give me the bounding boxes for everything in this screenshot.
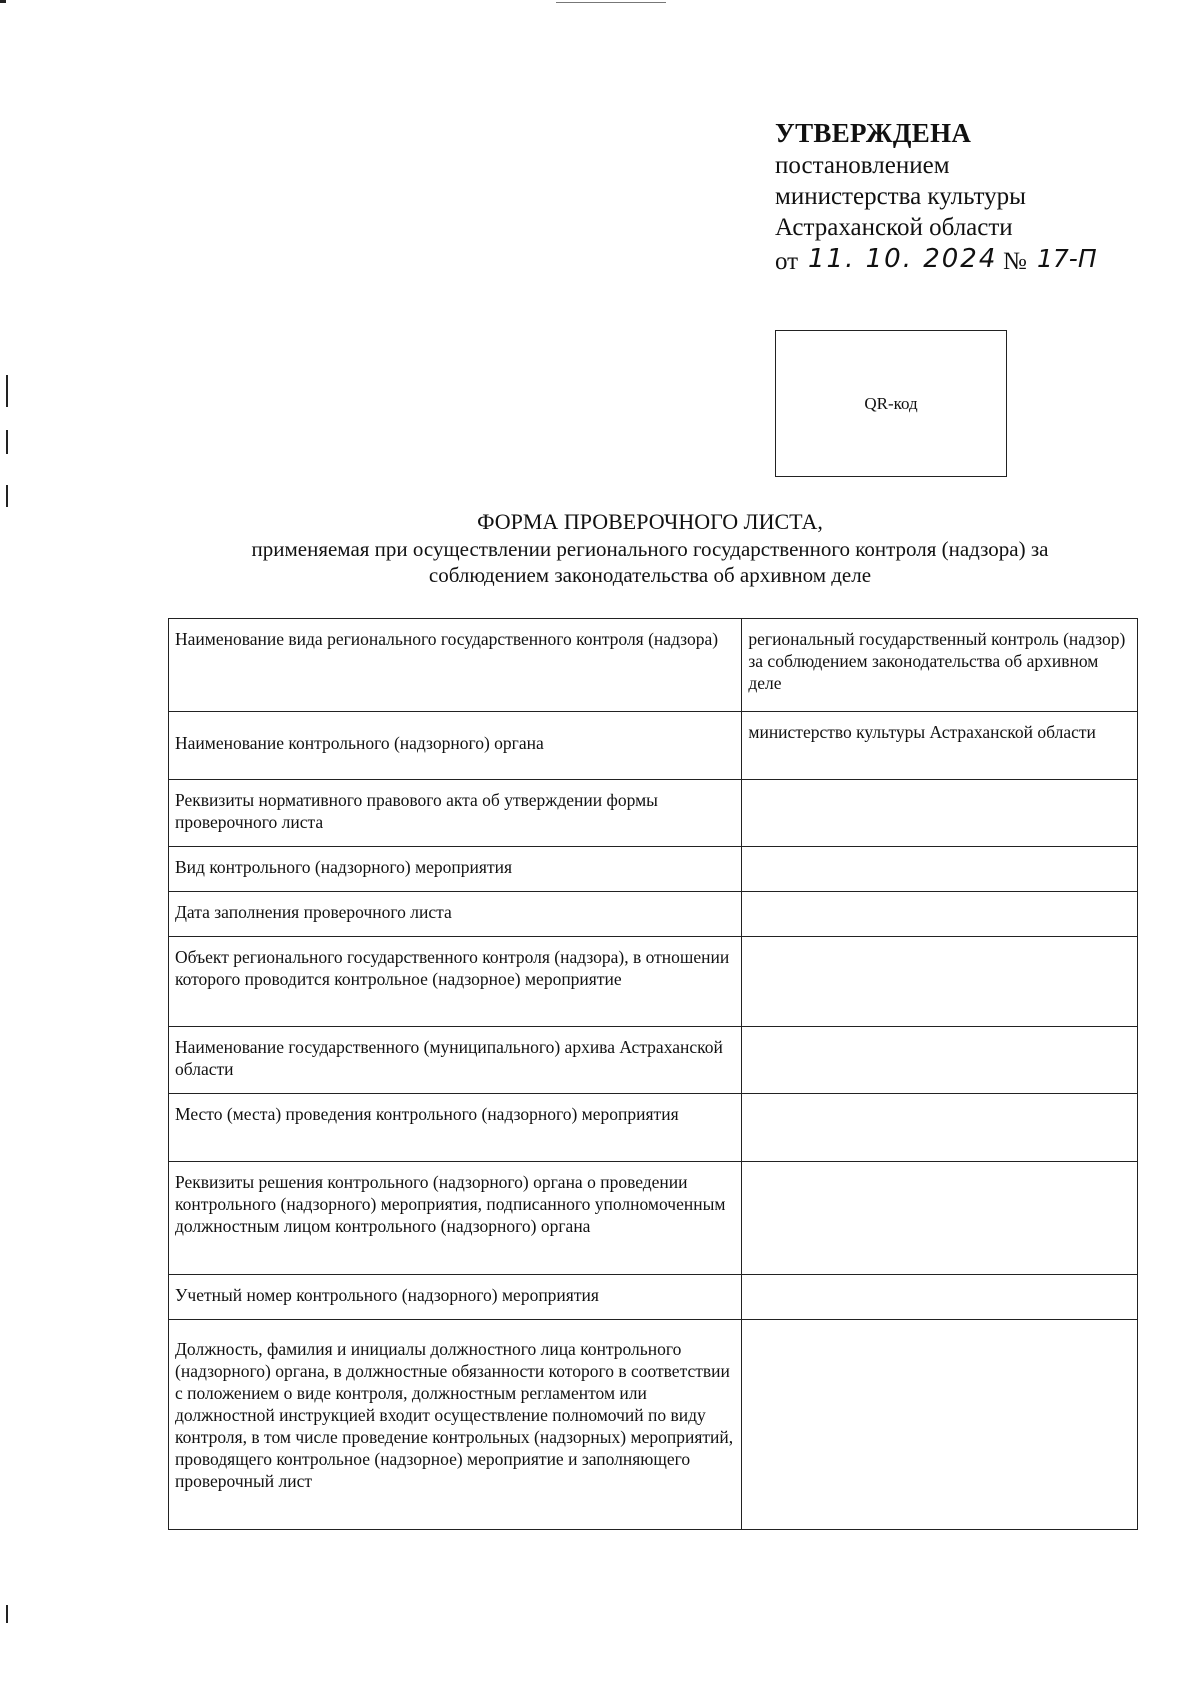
qr-code-placeholder: [775, 330, 1007, 477]
row-label: Место (места) проведения контрольного (надзорного) мероприятия: [169, 1094, 742, 1162]
table-row: [169, 1162, 1138, 1275]
handwritten-date: 11. 10. 2024: [808, 244, 998, 274]
approval-heading: УТВЕРЖДЕНА: [775, 118, 972, 148]
scan-artifact-left-3: [6, 485, 8, 507]
scan-artifact-left-2: [6, 430, 8, 454]
date-prefix: от: [775, 248, 799, 275]
table-row: [169, 1027, 1138, 1094]
checklist-table: [168, 618, 1138, 1530]
row-value[interactable]: [742, 1320, 1138, 1530]
row-value[interactable]: [742, 780, 1138, 847]
scan-artifact-left-4: [6, 1605, 8, 1623]
row-label: Дата заполнения проверочного листа: [169, 892, 742, 937]
table-row: [169, 1275, 1138, 1320]
row-label: Наименование государственного (муниципального) архива Астраханской области: [169, 1027, 742, 1094]
row-label: Реквизиты нормативного правового акта об утверждении формы проверочного листа: [169, 780, 742, 847]
table-row: [169, 1320, 1138, 1530]
row-value[interactable]: [742, 892, 1138, 937]
table-row: [169, 847, 1138, 892]
row-value[interactable]: [742, 1027, 1138, 1094]
handwritten-number: 17-П: [1037, 244, 1097, 273]
table-row: [169, 1094, 1138, 1162]
title-line-2: применяемая при осуществлении регионального государственного контроля (надзора) за: [251, 537, 1049, 561]
table-row: [169, 712, 1138, 780]
row-label: Реквизиты решения контрольного (надзорного) органа о проведении контрольного (надзорного) мероприятия, подписанного уполномоченным должностным лицом контрольного (надзорного) органа: [169, 1162, 742, 1275]
scan-artifact-top: [0, 0, 6, 3]
table-row: [169, 892, 1138, 937]
row-label: Наименование контрольного (надзорного) органа: [169, 712, 742, 780]
form-title: [170, 508, 1130, 588]
table-row: [169, 937, 1138, 1027]
scan-artifact-left-1: [6, 375, 8, 407]
row-label: Вид контрольного (надзорного) мероприятия: [169, 847, 742, 892]
row-value[interactable]: [742, 1162, 1138, 1275]
row-value[interactable]: [742, 1094, 1138, 1162]
title-line-1: ФОРМА ПРОВЕРОЧНОГО ЛИСТА,: [477, 509, 823, 534]
row-value: региональный государственный контроль (надзор) за соблюдением законодательства об архивном деле: [742, 619, 1138, 712]
scan-artifact-top-line: [556, 2, 666, 3]
approval-date-number-line: [775, 245, 1175, 279]
row-label: Должность, фамилия и инициалы должностного лица контрольного (надзорного) органа, в должностные обязанности которого в соответствии с положением о виде контроля, должностным регламентом или должностной инструкцией входит осуществление полномочий по виду контроля, в том числе проведение контрольных (надзорных) мероприятий, проводящего контрольное (надзорное) мероприятие и заполняющего проверочный лист: [169, 1320, 742, 1530]
row-label: Объект регионального государственного контроля (надзора), в отношении которого проводится контрольное (надзорное) мероприятие: [169, 937, 742, 1027]
number-prefix: №: [1003, 248, 1027, 275]
table-row: [169, 619, 1138, 712]
row-value: министерство культуры Астраханской области: [742, 712, 1138, 780]
row-value[interactable]: [742, 937, 1138, 1027]
approval-line-2: министерства культуры: [775, 183, 1026, 210]
qr-label: QR-код: [864, 393, 918, 413]
approval-block: [775, 116, 1175, 279]
approval-line-3: Астраханской области: [775, 214, 1013, 241]
table-row: [169, 780, 1138, 847]
title-line-3: соблюдением законодательства об архивном деле: [428, 563, 872, 587]
approval-line-1: постановлением: [775, 152, 950, 179]
row-value[interactable]: [742, 1275, 1138, 1320]
row-label: Наименование вида регионального государственного контроля (надзора): [169, 619, 742, 712]
row-label: Учетный номер контрольного (надзорного) мероприятия: [169, 1275, 742, 1320]
row-value[interactable]: [742, 847, 1138, 892]
